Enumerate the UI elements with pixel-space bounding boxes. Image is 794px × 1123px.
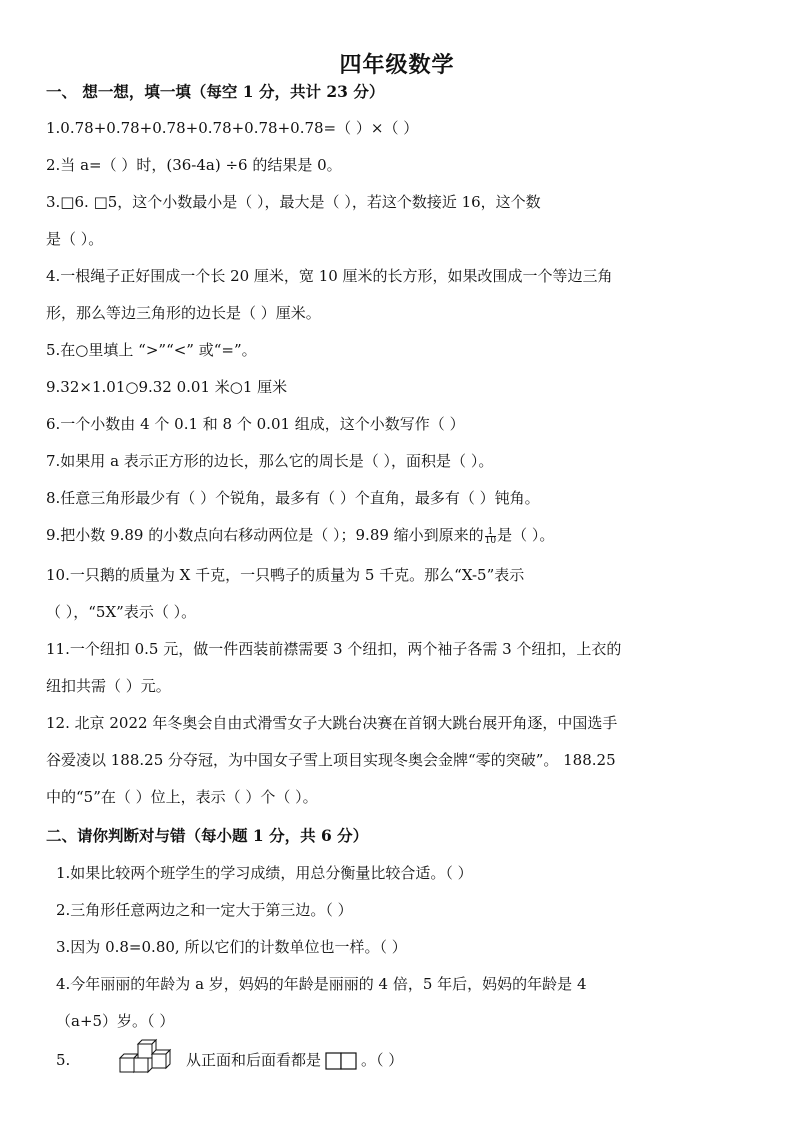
question-2-1: 1.如果比较两个班学生的学习成绩，用总分衡量比较合适。（ ）: [56, 864, 473, 882]
question-2-3: 3.因为 0.8=0.80, 所以它们的计数单位也一样。（ ）: [56, 938, 407, 956]
fraction-numerator: 1: [485, 528, 496, 537]
question-1-9-tail: 是（ ）。: [497, 526, 555, 544]
question-1-11b: 纽扣共需（ ）元。: [46, 677, 171, 695]
cube-stack-figure: [116, 1038, 176, 1074]
question-1-11a: 11.一个纽扣 0.5 元，做一件西装前襟需要 3 个纽扣，两个袖子各需 3 个纽扣，上衣的: [46, 640, 622, 658]
two-squares-view-icon: [325, 1052, 357, 1070]
question-2-5: [186, 1050, 764, 1070]
question-1-12a: 12. 北京 2022 年冬奥会自由式滑雪女子大跳台决赛在首钢大跳台展开角逐，中国选手: [46, 714, 618, 732]
question-2-2: 2.三角形任意两边之和一定大于第三边。（ ）: [56, 901, 353, 919]
question-1-10b: （ ），“5X”表示（ ）。: [46, 603, 197, 621]
section-1-heading: 一、 想一想，填一填（每空 1 分，共计 23 分）: [46, 82, 385, 101]
question-1-7: 7.如果用 a 表示正方形的边长，那么它的周长是（ ），面积是（ ）。: [46, 452, 494, 470]
fraction-one-tenth: [485, 528, 496, 545]
question-1-9: [46, 525, 764, 545]
page-title: 四年级数学: [339, 52, 455, 78]
question-1-12c: 中的“5”在（ ）位上，表示（ ）个（ ）。: [46, 788, 318, 806]
question-1-9-text: 9.把小数 9.89 的小数点向右移动两位是（ ）；9.89 缩小到原来的: [46, 526, 484, 544]
question-1-2: 2.当 a=（ ）时，(36-4a) ÷6 的结果是 0。: [46, 156, 342, 174]
question-1-1: 1.0.78+0.78+0.78+0.78+0.78+0.78=（ ）×（ ）: [46, 119, 419, 137]
question-2-5-tail: 。（ ）: [361, 1051, 404, 1069]
question-1-4b: 形，那么等边三角形的边长是（ ）厘米。: [46, 304, 321, 322]
section-2-heading: 二、请你判断对与错（每小题 1 分，共 6 分）: [46, 826, 369, 845]
question-1-5: 5.在○里填上 “>”“<” 或“=”。: [46, 341, 257, 359]
fraction-denominator: 10: [484, 535, 497, 546]
question-1-3b: 是（ ）。: [46, 230, 104, 248]
question-1-4a: 4.一根绳子正好围成一个长 20 厘米，宽 10 厘米的长方形，如果改围成一个等边三角: [46, 267, 613, 285]
question-2-5-text: 从正面和后面看都是: [186, 1051, 322, 1069]
question-1-6: 6.一个小数由 4 个 0.1 和 8 个 0.01 组成，这个小数写作（ ）: [46, 415, 465, 433]
question-2-4a: 4.今年丽丽的年龄为 a 岁，妈妈的年龄是丽丽的 4 倍，5 年后，妈妈的年龄是 4: [56, 975, 587, 993]
question-1-12b: 谷爱凌以 188.25 分夺冠，为中国女子雪上项目实现冬奥会金牌“零的突破”。 188.25: [46, 751, 616, 769]
question-2-4b: （a+5）岁。（ ）: [56, 1012, 175, 1030]
question-1-3a: 3.□6. □5，这个小数最小是（ ），最大是（ ），若这个数接近 16，这个数: [46, 193, 541, 211]
question-1-8: 8.任意三角形最少有（ ）个锐角，最多有（ ）个直角，最多有（ ）钝角。: [46, 489, 540, 507]
question-1-10a: 10.一只鹅的质量为 X 千克，一只鸭子的质量为 5 千克。那么“X-5”表示: [46, 566, 525, 584]
question-2-5-number: 5.: [56, 1051, 71, 1069]
question-1-5-items: 9.32×1.01○9.32 0.01 米○1 厘米: [46, 378, 288, 396]
